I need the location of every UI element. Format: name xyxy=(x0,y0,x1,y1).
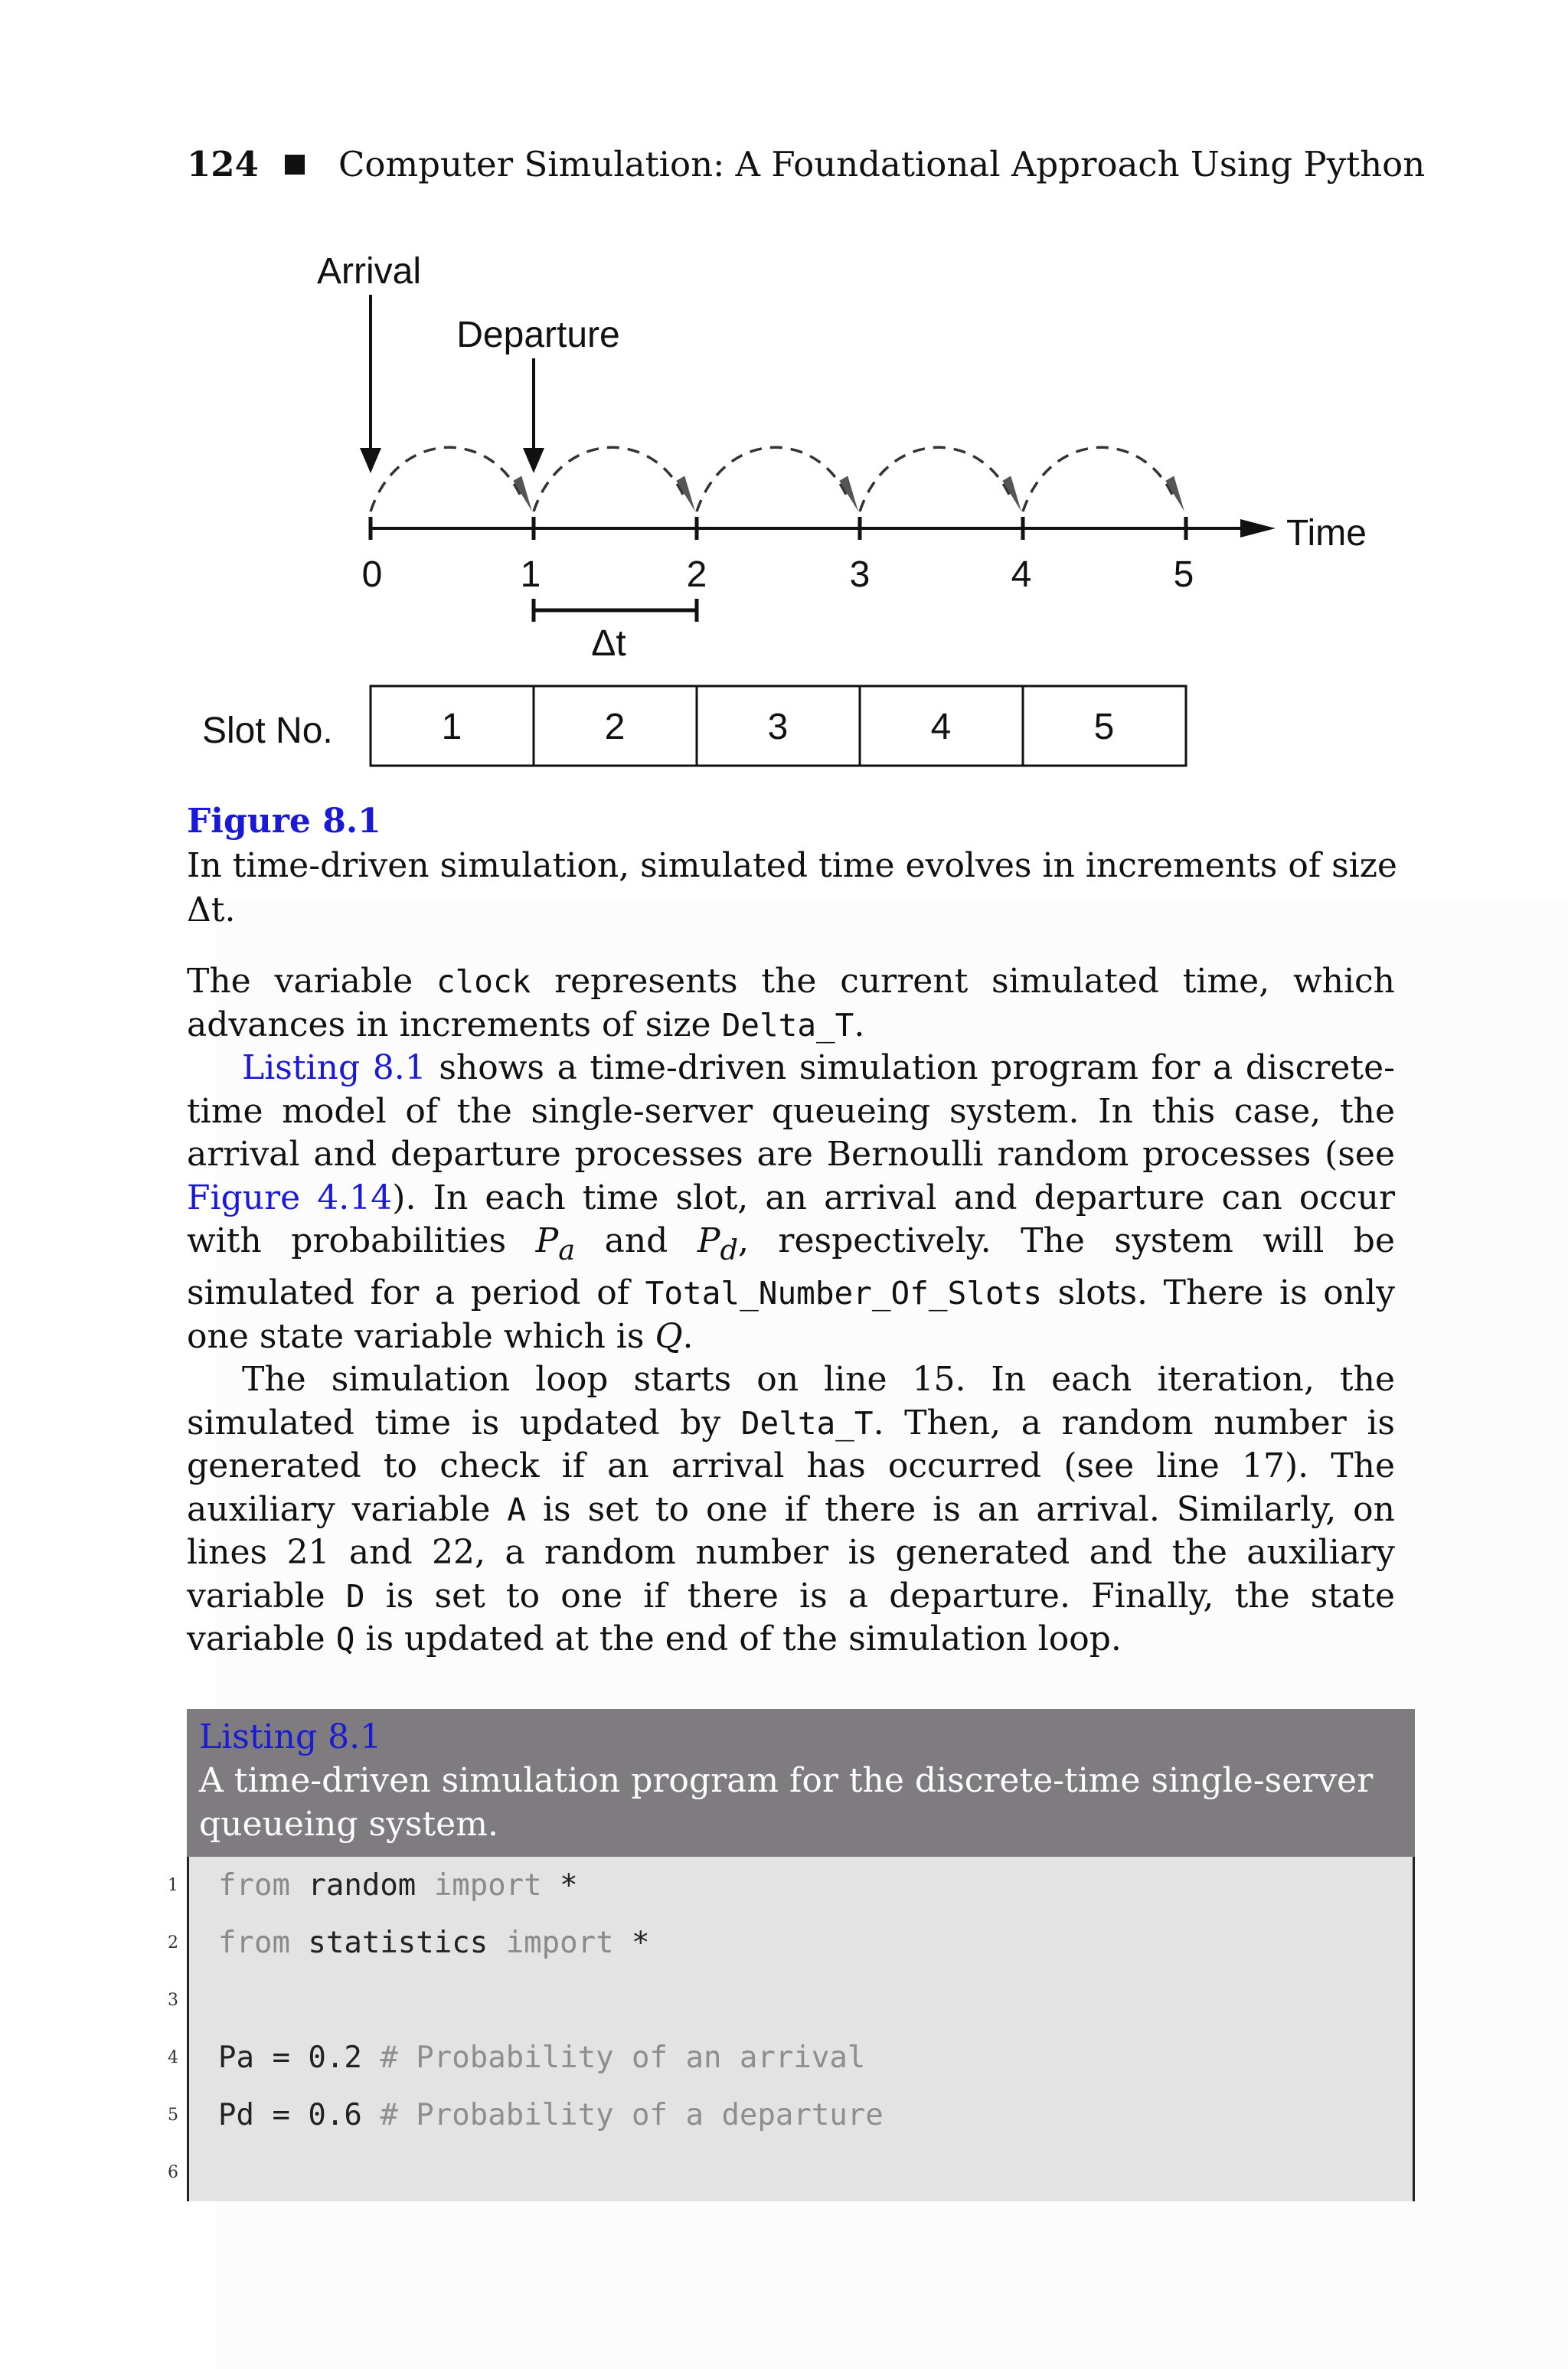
hop-arrowhead xyxy=(835,475,863,511)
line-number: 2 xyxy=(168,1933,178,1952)
code-inline: Total_Number_Of_Slots xyxy=(645,1275,1043,1312)
line-number: 1 xyxy=(168,1876,178,1895)
code-inline: Q xyxy=(335,1621,355,1658)
page-number: 124 xyxy=(187,144,259,185)
code-line: 5 Pd = 0.6 # Probability of a departure xyxy=(189,2086,1413,2144)
code-listing xyxy=(168,1709,1415,2199)
listing-caption: A time-driven simulation program for the discrete-time single-server queueing system. xyxy=(199,1761,1374,1844)
hop-arc xyxy=(371,447,521,511)
hop-arrowhead xyxy=(998,475,1026,511)
slot-value: 2 xyxy=(604,707,626,747)
code-line: 1 from random import * xyxy=(189,1857,1413,1914)
line-number: 6 xyxy=(168,2163,178,2182)
code-line xyxy=(168,1972,1413,2029)
slot-value: 3 xyxy=(767,707,789,747)
listing-header xyxy=(187,1709,1415,1857)
tick-label: 0 xyxy=(361,554,383,595)
arrival-label: Arrival xyxy=(316,251,422,292)
code-inline: Delta_T xyxy=(721,1006,854,1044)
hop-arc xyxy=(534,447,684,511)
paragraph: The simulation loop starts on line 15. In each iteration, the simulated time is updated by Delta_T. Then, a random number is generated to check if an arrival has occurred (see line 17). The auxiliary variable A is set to one if there is an arrival. Similarly, on lines 21 and 22, a random number is generated and the auxiliary variable D is set to one if there is a departure. Finally, the state variable Q is updated at the end of the simulation loop. xyxy=(187,1360,1395,1659)
figure-caption xyxy=(187,799,1412,933)
slot-value: 1 xyxy=(441,707,462,747)
code-line: 2 from statistics import * xyxy=(189,1914,1413,1972)
line-number: 3 xyxy=(168,1991,178,2010)
timeline-figure xyxy=(0,0,1568,796)
hop-arrowhead xyxy=(509,475,537,511)
slot-number-label: Slot No. xyxy=(202,711,333,751)
book-title: Computer Simulation: A Foundational Approach Using Python xyxy=(338,144,1426,185)
body-text xyxy=(187,960,1395,1662)
code-inline: Delta_T xyxy=(740,1404,874,1442)
tick-label: 2 xyxy=(686,554,707,595)
figure-link[interactable]: Figure 4.14 xyxy=(187,1178,393,1217)
arrival-arrowhead xyxy=(360,448,381,473)
hop-arrowhead xyxy=(1161,475,1189,511)
slot-value: 4 xyxy=(930,707,952,747)
tick-label: 5 xyxy=(1173,554,1194,595)
hop-arc xyxy=(1023,447,1173,511)
figure-caption-text: In time-driven simulation, simulated time evolves in increments of size Δt. xyxy=(187,846,1397,930)
departure-arrowhead xyxy=(523,448,544,473)
paragraph: Listing 8.1 shows a time-driven simulation program for a discrete-time model of the single-server queueing system. In this case, the arrival and departure processes are Bernoulli random processes (see Figure 4.14). In each time slot, an arrival and departure can occur with probabilities $P_a$ and $P_d$, respectively. The system will be simulated for a period of Total_Number_Of_Slots slots. There is only one state variable which is Q. xyxy=(187,1048,1395,1356)
time-axis-label: Time xyxy=(1286,513,1367,554)
code-inline: A xyxy=(507,1491,527,1528)
line-number: 5 xyxy=(168,2106,178,2125)
code-block xyxy=(168,1857,1415,2201)
delta-t-label: Δt xyxy=(591,623,626,664)
code-inline: clock xyxy=(436,963,531,1000)
time-axis-arrowhead xyxy=(1240,519,1276,538)
code-inline: D xyxy=(345,1577,365,1615)
code-line xyxy=(168,2144,1413,2201)
tick-label: 3 xyxy=(849,554,871,595)
paragraph: The variable clock represents the current simulated time, which advances in increments of size Delta_T. xyxy=(187,962,1395,1044)
listing-link[interactable]: Listing 8.1 xyxy=(242,1048,426,1087)
slot-value: 5 xyxy=(1093,707,1115,747)
tick-label: 4 xyxy=(1011,554,1032,595)
timeline-diagram xyxy=(0,0,1568,796)
figure-caption-label: Figure 8.1 xyxy=(187,802,381,841)
code-line: 4 Pa = 0.2 # Probability of an arrival xyxy=(189,2029,1413,2086)
line-number: 4 xyxy=(168,2048,178,2067)
tick-label: 1 xyxy=(520,554,541,595)
hop-arc xyxy=(860,447,1010,511)
listing-title: Listing 8.1 xyxy=(199,1717,382,1756)
hop-arrowhead xyxy=(672,475,700,511)
departure-label: Departure xyxy=(456,315,620,355)
hop-arc xyxy=(697,447,847,511)
